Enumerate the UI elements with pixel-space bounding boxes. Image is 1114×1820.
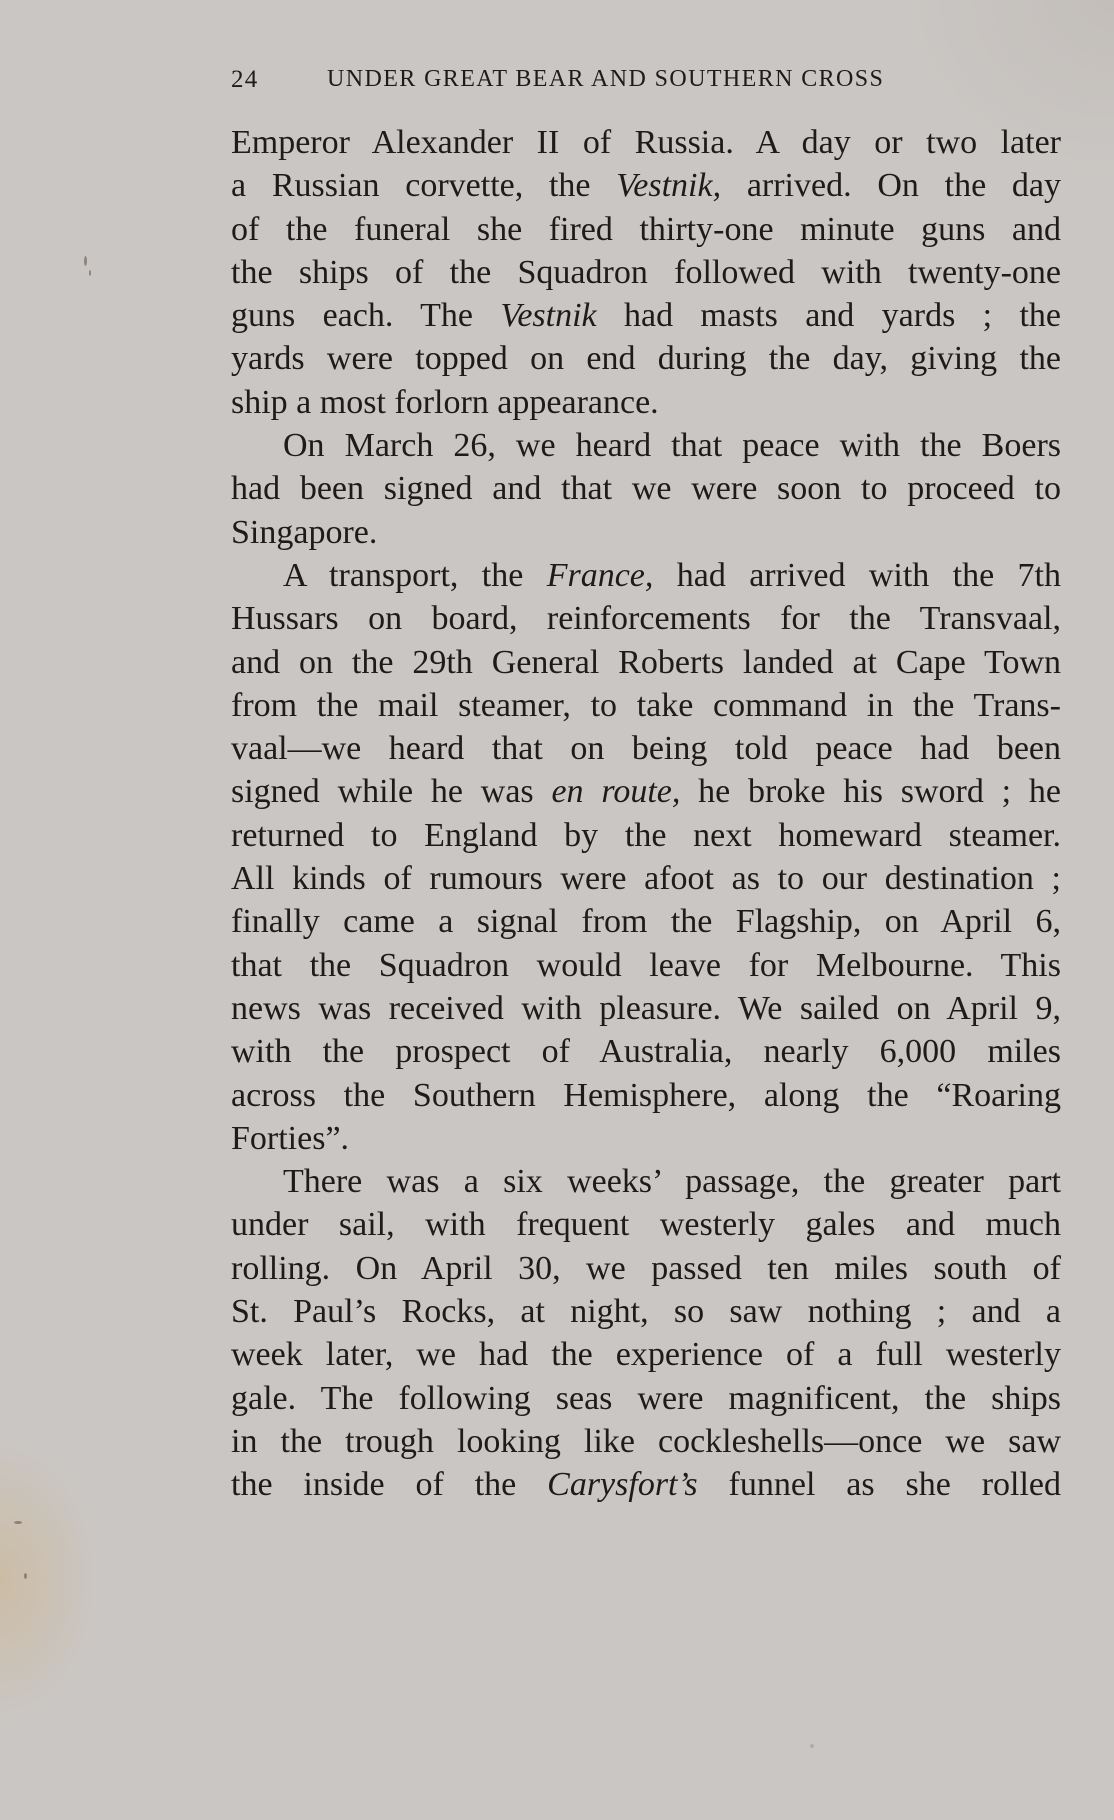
paper-speck [810, 1744, 814, 1748]
text-line: finally came a signal from the Flagship, on April 6, [231, 903, 1061, 941]
running-header [231, 66, 1061, 102]
text-segment: had arrived with the 7th [653, 556, 1062, 594]
text-line: in the trough looking like cockleshells—once we saw [231, 1422, 1061, 1460]
running-title: UNDER GREAT BEAR AND SOUTHERN CROSS [327, 66, 885, 92]
text-segment: he broke his sword ; he [680, 773, 1061, 811]
text-line: Hussars on board, reinforcements for the Transvaal, [231, 600, 1061, 638]
text-segment: A transport, the [283, 556, 547, 594]
text-line: Emperor Alexander II of Russia. A day or two later [231, 124, 1061, 161]
text-line: Forties”. [231, 1119, 350, 1157]
text-line: yards were topped on end during the day, giving the [231, 340, 1061, 378]
text-line [231, 164, 1061, 207]
italic-text: Vestnik, [616, 167, 722, 205]
text-segment: the inside of the [231, 1466, 548, 1504]
text-line: that the Squadron would leave for Melbourne. This [231, 946, 1061, 984]
text-line: St. Paul’s Rocks, at night, so saw nothing ; and a [231, 1293, 1061, 1331]
text-line: across the Southern Hemisphere, along the “Roaring [231, 1076, 1061, 1114]
text-segment: a Russian corvette, the [231, 167, 617, 205]
text-line [231, 770, 1061, 813]
text-line: There was a six weeks’ passage, the greater part [283, 1163, 1061, 1201]
italic-text: France, [546, 556, 654, 594]
text-segment: arrived. On the day [721, 167, 1061, 205]
text-line: returned to England by the next homeward steamer. [231, 816, 1061, 854]
italic-text: Vestnik [500, 297, 597, 335]
paper-speck [14, 1521, 22, 1524]
text-line: and on the 29th General Roberts landed at Cape Town [231, 643, 1061, 681]
text-line: the ships of the Squadron followed with twenty-one [231, 253, 1061, 291]
text-line: ship a most forlorn appearance. [231, 383, 659, 421]
paper-speck [89, 270, 91, 276]
italic-text: en route, [551, 773, 681, 811]
text-line [231, 1463, 1061, 1506]
text-segment: guns each. The [231, 297, 501, 335]
text-line: gale. The following seas were magnificent, the ships [231, 1379, 1061, 1417]
text-line: with the prospect of Australia, nearly 6,000 miles [231, 1033, 1061, 1071]
text-line [231, 294, 1061, 337]
text-line: All kinds of rumours were afoot as to our destination ; [231, 860, 1061, 898]
text-line: news was received with pleasure. We sailed on April 9, [231, 989, 1061, 1027]
text-line: On March 26, we heard that peace with the Boers [283, 427, 1061, 465]
text-line: week later, we had the experience of a full westerly [231, 1336, 1061, 1374]
text-line [231, 554, 1061, 597]
page-number: 24 [231, 66, 259, 93]
text-line: Singapore. [231, 513, 378, 551]
text-line: rolling. On April 30, we passed ten miles south of [231, 1249, 1061, 1287]
text-segment: funnel as she rolled [697, 1466, 1061, 1504]
text-line: of the funeral she fired thirty-one minute guns and [231, 210, 1061, 248]
paper-speck [24, 1573, 27, 1579]
text-segment: signed while he was [231, 773, 552, 811]
body-text [231, 121, 1061, 1507]
text-line: had been signed and that we were soon to proceed to [231, 470, 1061, 508]
italic-text: Carysfort’s [547, 1466, 698, 1504]
text-line: under sail, with frequent westerly gales and much [231, 1206, 1061, 1244]
text-line: vaal—we heard that on being told peace had been [231, 730, 1061, 768]
text-line: from the mail steamer, to take command in the Trans- [231, 686, 1061, 724]
paper-speck [84, 256, 87, 266]
text-segment: had masts and yards ; the [596, 297, 1061, 335]
